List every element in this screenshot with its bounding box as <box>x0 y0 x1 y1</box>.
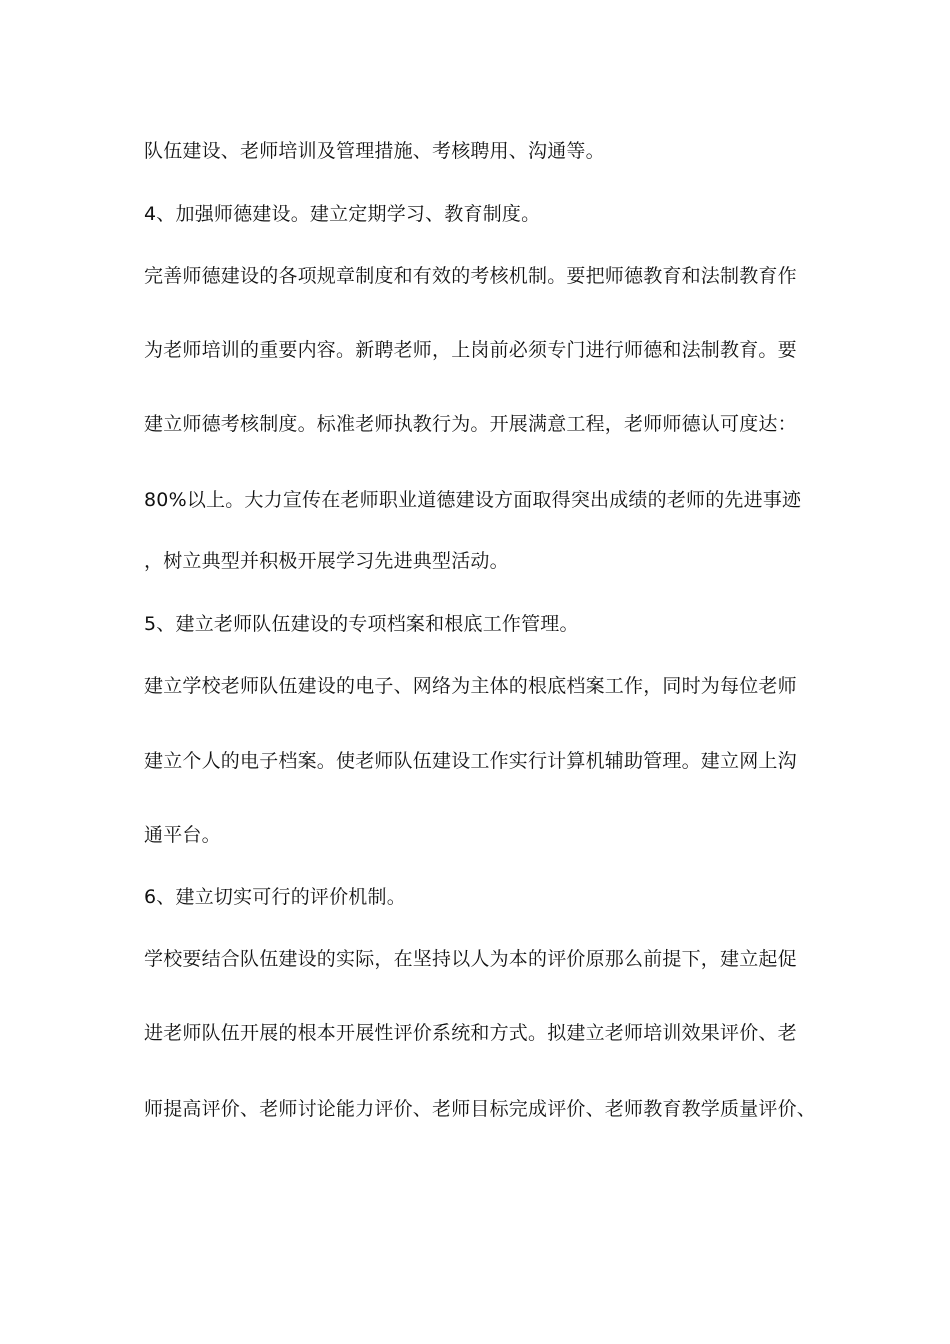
paragraph-line: 为老师培训的重要内容。新聘老师，上岗前必须专门进行师德和法制教育。要 <box>144 339 797 361</box>
paragraph-line: 建立个人的电子档案。使老师队伍建设工作实行计算机辅助管理。建立网上沟 <box>144 750 797 772</box>
paragraph-line: 80%以上。大力宣传在老师职业道德建设方面取得突出成绩的老师的先进事迹 <box>144 489 802 511</box>
paragraph-line: 队伍建设、老师培训及管理措施、考核聘用、沟通等。 <box>144 140 605 162</box>
paragraph-line: 完善师德建设的各项规章制度和有效的考核机制。要把师德教育和法制教育作 <box>144 265 797 287</box>
section-heading-6: 6、建立切实可行的评价机制。 <box>144 886 406 908</box>
paragraph-line: 建立师德考核制度。标准老师执教行为。开展满意工程，老师师德认可度达： <box>144 413 797 435</box>
paragraph-line: ，树立典型并积极开展学习先进典型活动。 <box>144 550 509 572</box>
paragraph-line: 通平台。 <box>144 824 221 846</box>
paragraph-line: 建立学校老师队伍建设的电子、网络为主体的根底档案工作，同时为每位老师 <box>144 675 797 697</box>
paragraph-line: 学校要结合队伍建设的实际，在坚持以人为本的评价原那么前提下，建立起促 <box>144 948 797 970</box>
paragraph-line: 进老师队伍开展的根本开展性评价系统和方式。拟建立老师培训效果评价、老 <box>144 1022 797 1044</box>
section-heading-5: 5、建立老师队伍建设的专项档案和根底工作管理。 <box>144 613 579 635</box>
section-heading-4: 4、加强师德建设。建立定期学习、教育制度。 <box>144 203 541 225</box>
paragraph-line: 师提高评价、老师讨论能力评价、老师目标完成评价、老师教育教学质量评价、 <box>144 1098 817 1120</box>
